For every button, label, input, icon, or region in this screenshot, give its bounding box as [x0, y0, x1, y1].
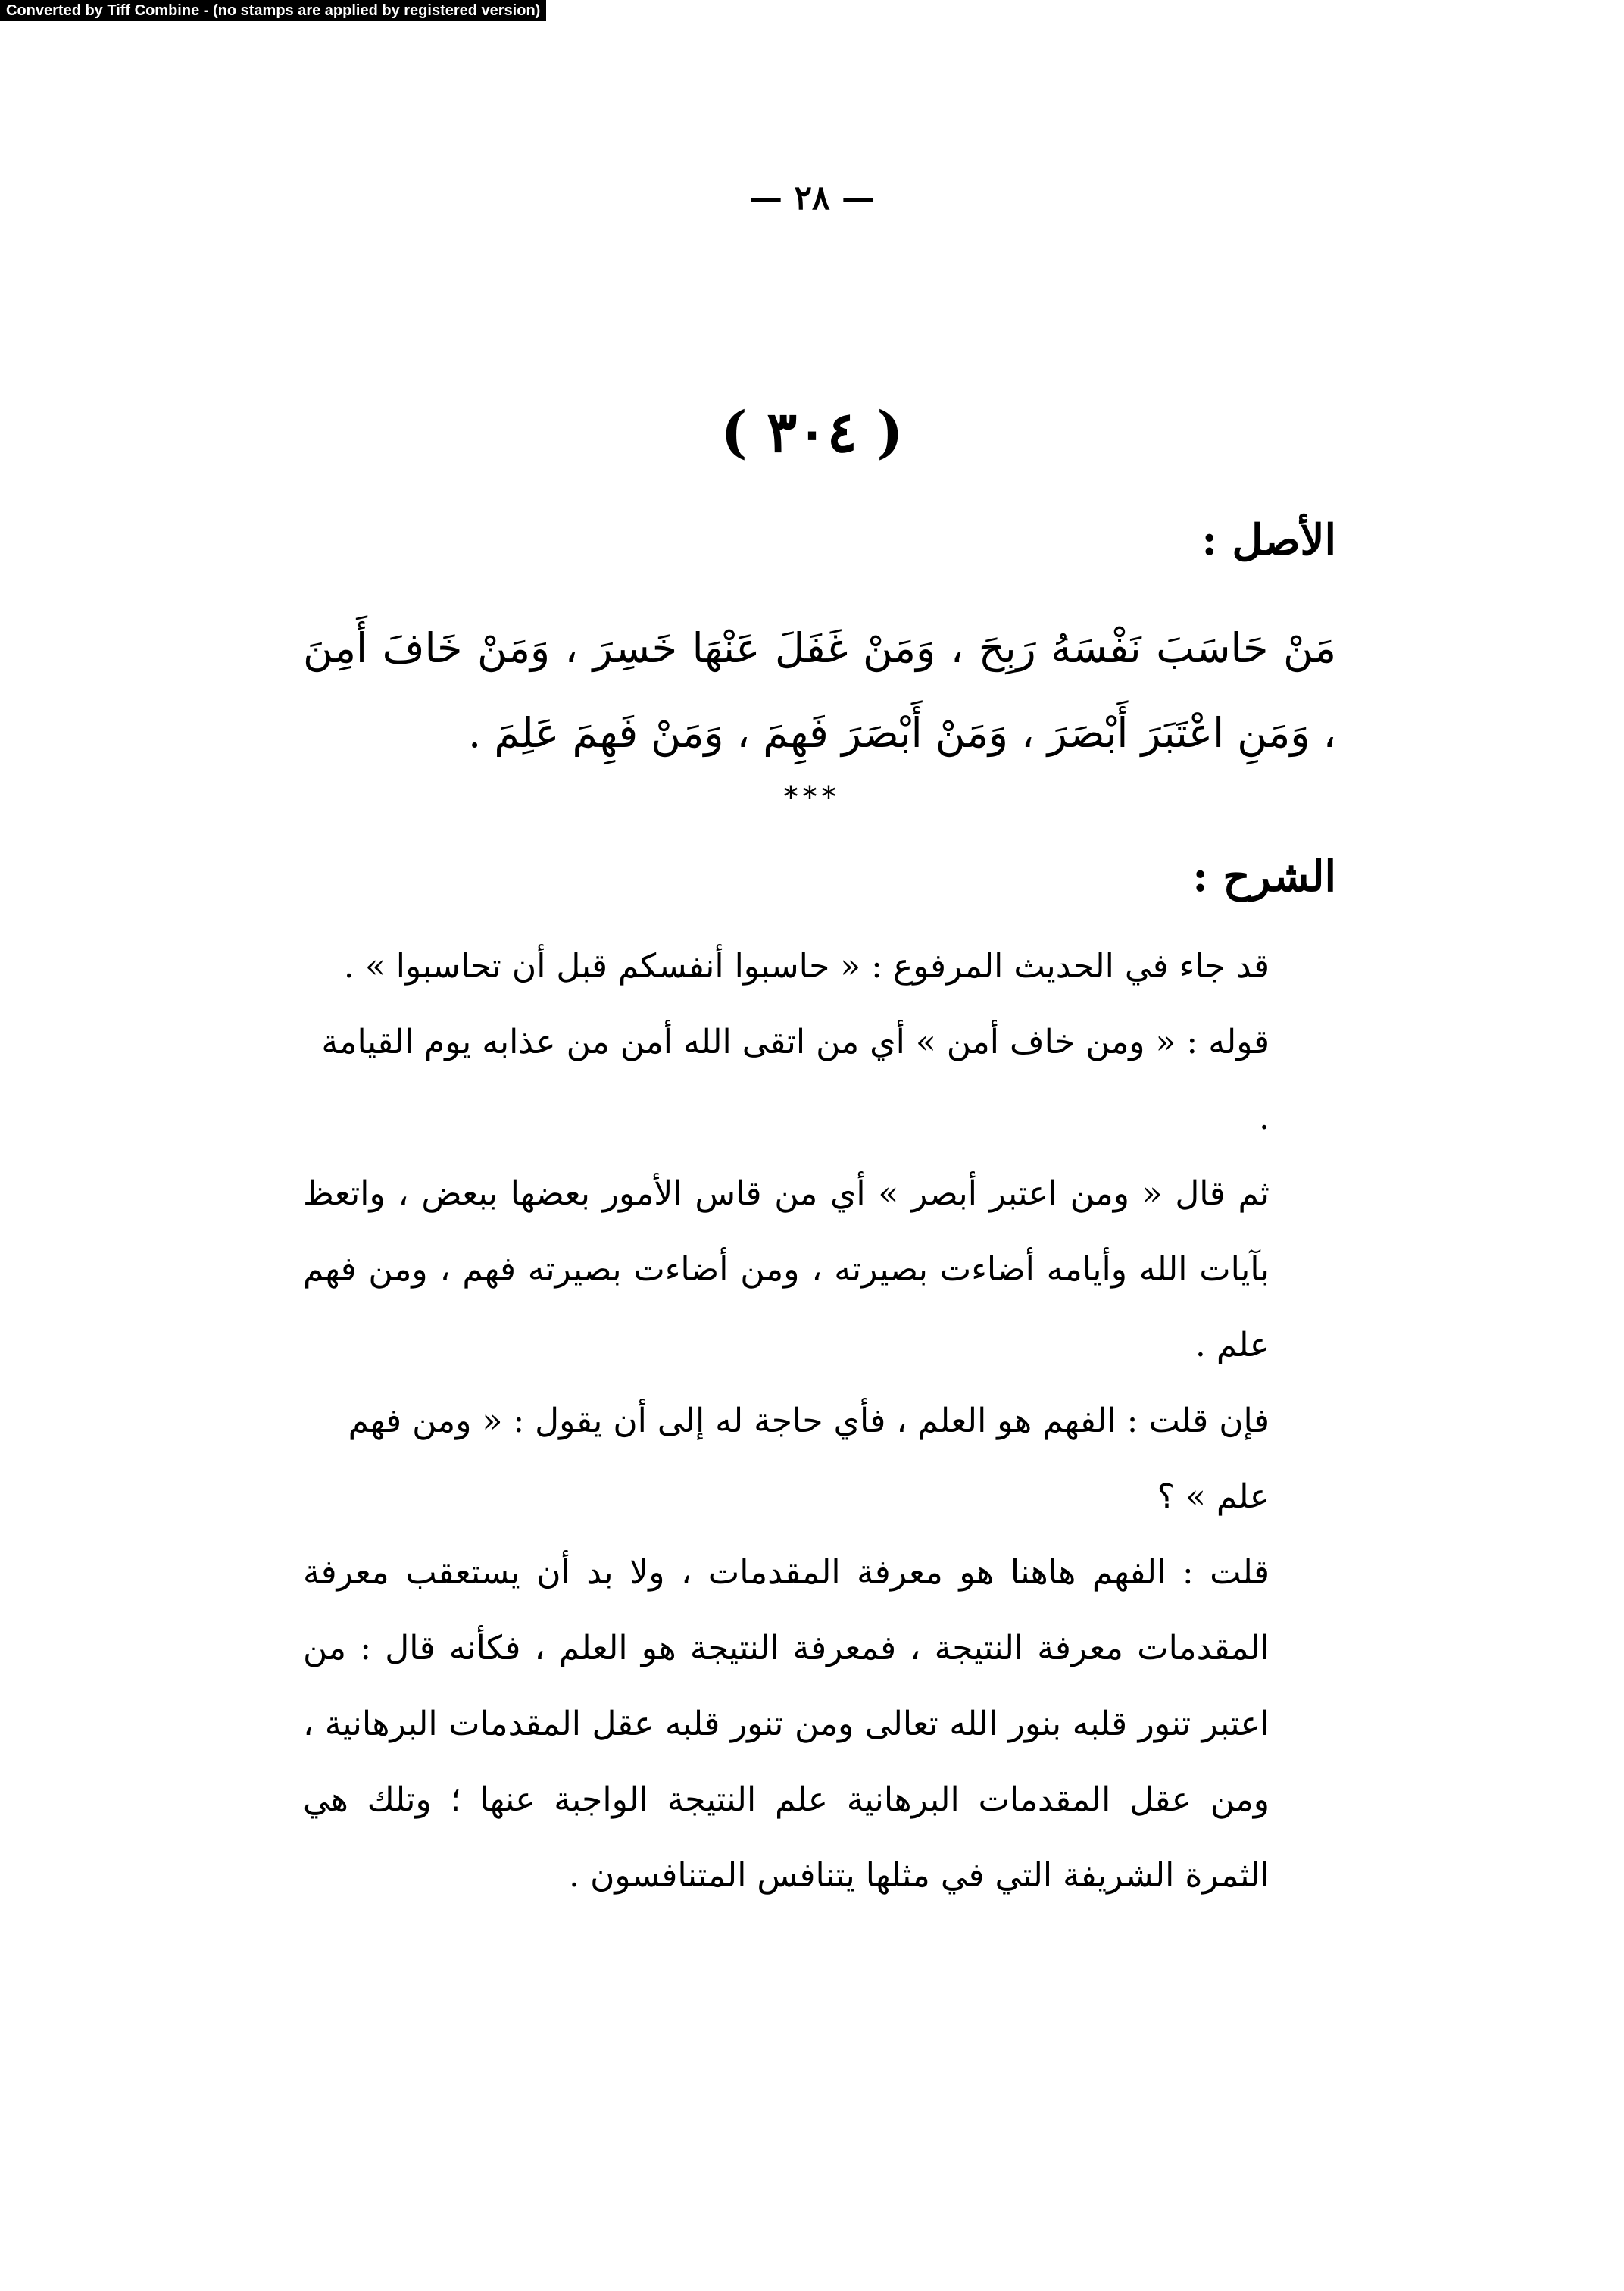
sharh-heading: الشرح :	[1192, 852, 1336, 902]
sharh-paragraph: قلت : الفهم هاهنا هو معرفة المقدمات ، ولا بد أن يستعقب معرفة المقدمات معرفة النتيجة ، فمعرفة النتيجة هو العلم ، فكأنه قال : من اعتبر تنور قلبه بنور الله تعالى ومن تنور قلبه عقل المقدمات البرهانية ، ومن عقل المقدمات البرهانية علم النتيجة الواجبة عنها ؛ وتلك هي الثمرة الشريفة التي في مثلها يتنافس المتنافسون .	[303, 1553, 1270, 1895]
section-separator: ***	[783, 780, 841, 814]
converter-banner: Converted by Tiff Combine - (no stamps are applied by registered version)	[0, 0, 546, 21]
sharh-body	[303, 929, 1336, 1914]
entry-number: ( ٣٠٤ )	[720, 400, 904, 465]
asl-text: مَنْ حَاسَبَ نَفْسَهُ رَبِحَ ، وَمَنْ غَفَلَ عَنْهَا خَسِرَ ، وَمَنْ خَافَ أَمِنَ ، وَمَنِ اعْتَبَرَ أَبْصَرَ ، وَمَنْ أَبْصَرَ فَهِمَ ، وَمَنْ فَهِمَ عَلِمَ .	[303, 624, 1336, 757]
page-number: — ٢٨ —	[749, 179, 875, 217]
asl-heading: الأصل :	[1201, 515, 1336, 565]
sharh-paragraph: فإن قلت : الفهم هو العلم ، فأي حاجة له إلى أن يقول : « ومن فهم علم » ؟	[348, 1402, 1270, 1516]
sharh-paragraph: قد جاء في الحديث المرفوع : « حاسبوا أنفسكم قبل أن تحاسبوا » .	[343, 947, 1270, 986]
sharh-paragraph: قوله : « ومن خاف أمن » أي من اتقى الله أمن من عذابه يوم القيامة .	[321, 1023, 1270, 1137]
sharh-paragraph: ثم قال « ومن اعتبر أبصر » أي من قاس الأمور بعضها ببعض ، واتعظ بآيات الله وأيامه أضاءت بصيرته ، ومن أضاءت بصيرته فهم ، ومن فهم علم .	[303, 1174, 1270, 1364]
